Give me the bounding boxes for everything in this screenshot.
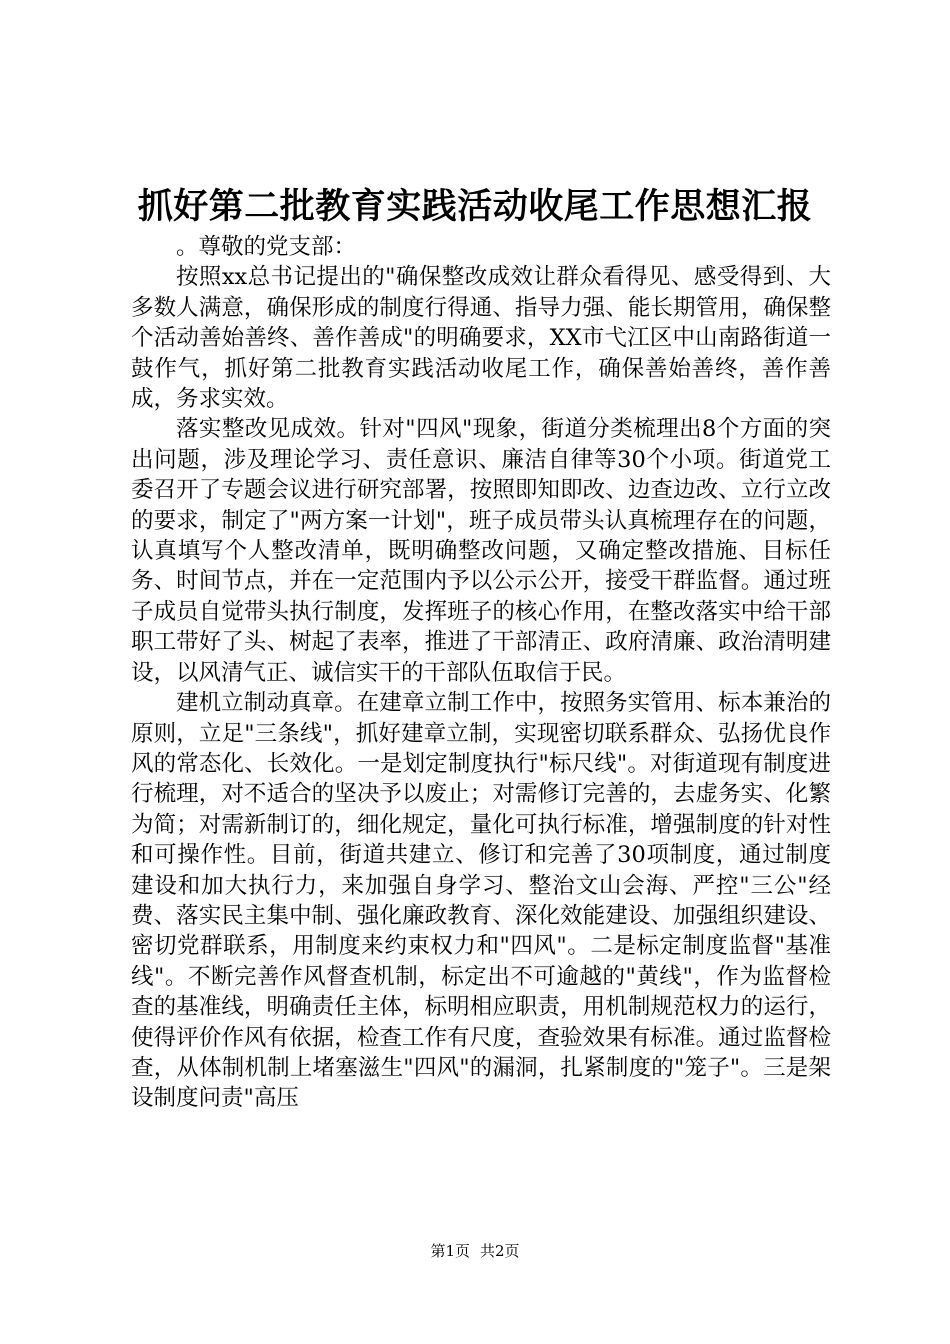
page-number: 第1页	[430, 1242, 470, 1260]
document-body	[131, 232, 831, 1114]
paragraph-2: 落实整改见成效。针对"四风"现象，街道分类梳理出8个方面的突出问题，涉及理论学习、责任意识、廉洁自律等30个小项。街道党工委召开了专题会议进行研究部署，按照即知即改、边查边改、立行立改的要求，制定了"两方案一计划"，班子成员带头认真梳理存在的问题，认真填写个人整改清单，既明确整改问题，又确定整改措施、目标任务、时间节点，并在一定范围内予以公示公开，接受干群监督。通过班子成员自觉带头执行制度，发挥班子的核心作用，在整改落实中给干部职工带好了头、树起了表率，推进了干部清正、政府清廉、政治清明建设，以风清气正、诚信实干的干部队伍取信于民。	[131, 416, 831, 686]
page-footer	[0, 1241, 950, 1261]
document-title: 抓好第二批教育实践活动收尾工作思想汇报	[137, 186, 813, 227]
page-total: 共2页	[480, 1242, 520, 1260]
paragraph-1: 按照xx总书记提出的"确保整改成效让群众看得见、感受得到、大多数人满意，确保形成的制度行得通、指导力强、能长期管用，确保整个活动善始善终、善作善成"的明确要求，XX市弋江区中山南路街道一鼓作气，抓好第二批教育实践活动收尾工作，确保善始善终，善作善成，务求实效。	[131, 264, 831, 413]
paragraph-3: 建机立制动真章。在建章立制工作中，按照务实管用、标本兼治的原则，立足"三条线"，抓好建章立制，实现密切联系群众、弘扬优良作风的常态化、长效化。一是划定制度执行"标尺线"。对街道现有制度进行梳理，对不适合的坚决予以废止；对需修订完善的，去虚务实、化繁为简；对需新制订的，细化规定，量化可执行标准，增强制度的针对性和可操作性。目前，街道共建立、修订和完善了30项制度，通过制度建设和加大执行力，来加强自身学习、整治文山会海、严控"三公"经费、落实民主集中制、强化廉政教育、深化效能建设、加强组织建设、密切党群联系，用制度来约束权力和"四风"。二是标定制度监督"基准线"。不断完善作风督查机制，标定出不可逾越的"黄线"，作为监督检查的基准线，明确责任主体，标明相应职责，用机制规范权力的运行，使得评价作风有依据，检查工作有尺度，查验效果有标准。通过监督检查，从体制机制上堵塞滋生"四风"的漏洞，扎紧制度的"笼子"。三是架设制度问责"高压	[131, 690, 831, 1112]
salutation: 。尊敬的党支部：	[176, 234, 357, 260]
